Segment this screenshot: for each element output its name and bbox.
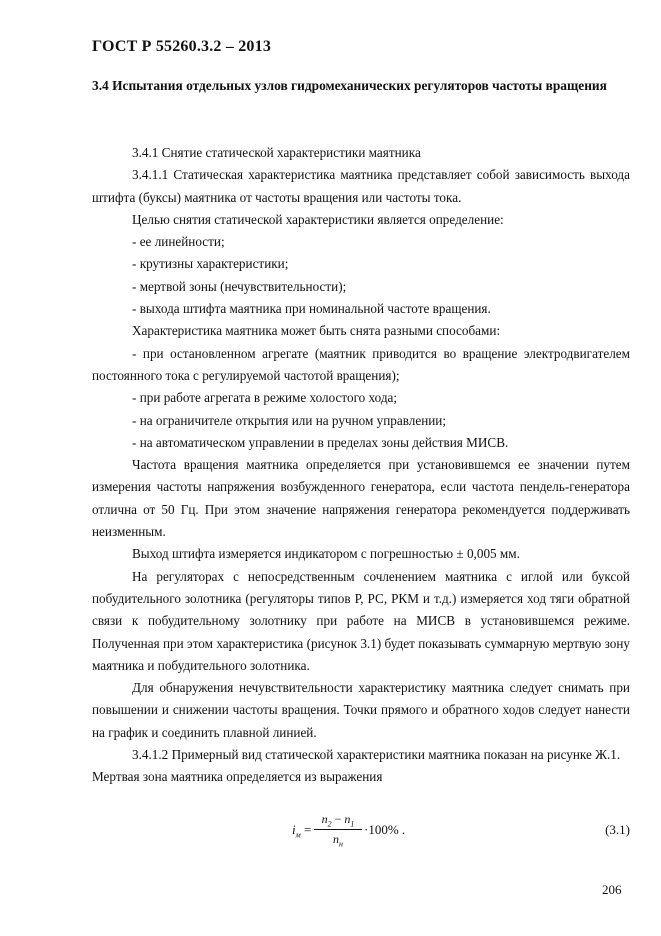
- list-item: - выхода штифта маятника при номинальной частоте вращения.: [132, 301, 491, 317]
- list-item: - на автоматическом управлении в пределах зоны действия МИСВ.: [132, 434, 509, 450]
- paragraph: Выход штифта измеряется индикатором с погрешностью ± 0,005 мм.: [132, 546, 520, 562]
- list-item: - ее линейности;: [132, 234, 225, 250]
- paragraph: На регуляторах с непосредственным сочленением маятника с иглой или буксой побудительного золотника (регуляторы типов Р, РС, РКМ и т.д.) измеряется ход тяги обратной связи к побудительному золотнику при работе на МИСВ в установившемся режиме. Полученная при этом характеристика (рисунок 3.1) будет показывать суммарную мертвую зону маятника и побудительного золотника.: [92, 568, 630, 673]
- document-header: ГОСТ Р 55260.3.2 – 2013: [92, 38, 272, 55]
- list-item: - при остановленном агрегате (маятник приводится во вращение электродвигателем постоянного тока с регулируемой частотой вращения);: [92, 345, 630, 383]
- formula-denominator: $n_н$: [333, 832, 343, 849]
- body-text: [92, 142, 630, 789]
- list-item: - крутизны характеристики;: [132, 256, 289, 272]
- formula-number: (3.1): [605, 822, 630, 837]
- paragraph: Характеристика маятника может быть снята разными способами:: [132, 323, 501, 339]
- paragraph: 3.4.1.2 Примерный вид статической характеристики маятника показан на рисунке Ж.1.: [132, 747, 621, 763]
- formula-lhs: $i_м$ =: [292, 822, 312, 840]
- formula-tail: ·100% .: [364, 822, 406, 837]
- paragraph: Частота вращения маятника определяется при установившемся ее значении путем измерения частоты напряжения возбужденного генератора, если частота пендель-генератора отлична от 50 Гц. При этом значение напряжения генератора рекомендуется поддерживать неизменным.: [92, 457, 630, 540]
- paragraph: Для обнаружения нечувствительности характеристику маятника следует снимать при повышении и снижении частоты вращения. Точки прямого и обратного ходов следует нанести на график и соединить плавной линией.: [92, 680, 630, 740]
- section-title: 3.4 Испытания отдельных узлов гидромеханических регуляторов частоты вращения: [92, 78, 607, 93]
- paragraph: Целью снятия статической характеристики является определение:: [132, 211, 504, 227]
- list-item: - на ограничителе открытия или на ручном управлении;: [132, 412, 447, 428]
- formula-numerator: $n_2 - n_1$: [314, 812, 362, 830]
- paragraph: 3.4.1.1 Статическая характеристика маятника представляет собой зависимость выхода штифта (буксы) маятника от частоты вращения или частоты тока.: [92, 167, 630, 205]
- page-number: 206: [602, 882, 622, 897]
- subsection-heading: 3.4.1 Снятие статической характеристики маятника: [132, 145, 421, 160]
- paragraph: Мертвая зона маятника определяется из выражения: [92, 769, 383, 785]
- list-item: - мертвой зоны (нечувствительности);: [132, 278, 347, 294]
- formula-3-1: [92, 812, 630, 848]
- formula-fraction: [314, 812, 362, 849]
- list-item: - при работе агрегата в режиме холостого хода;: [132, 390, 398, 406]
